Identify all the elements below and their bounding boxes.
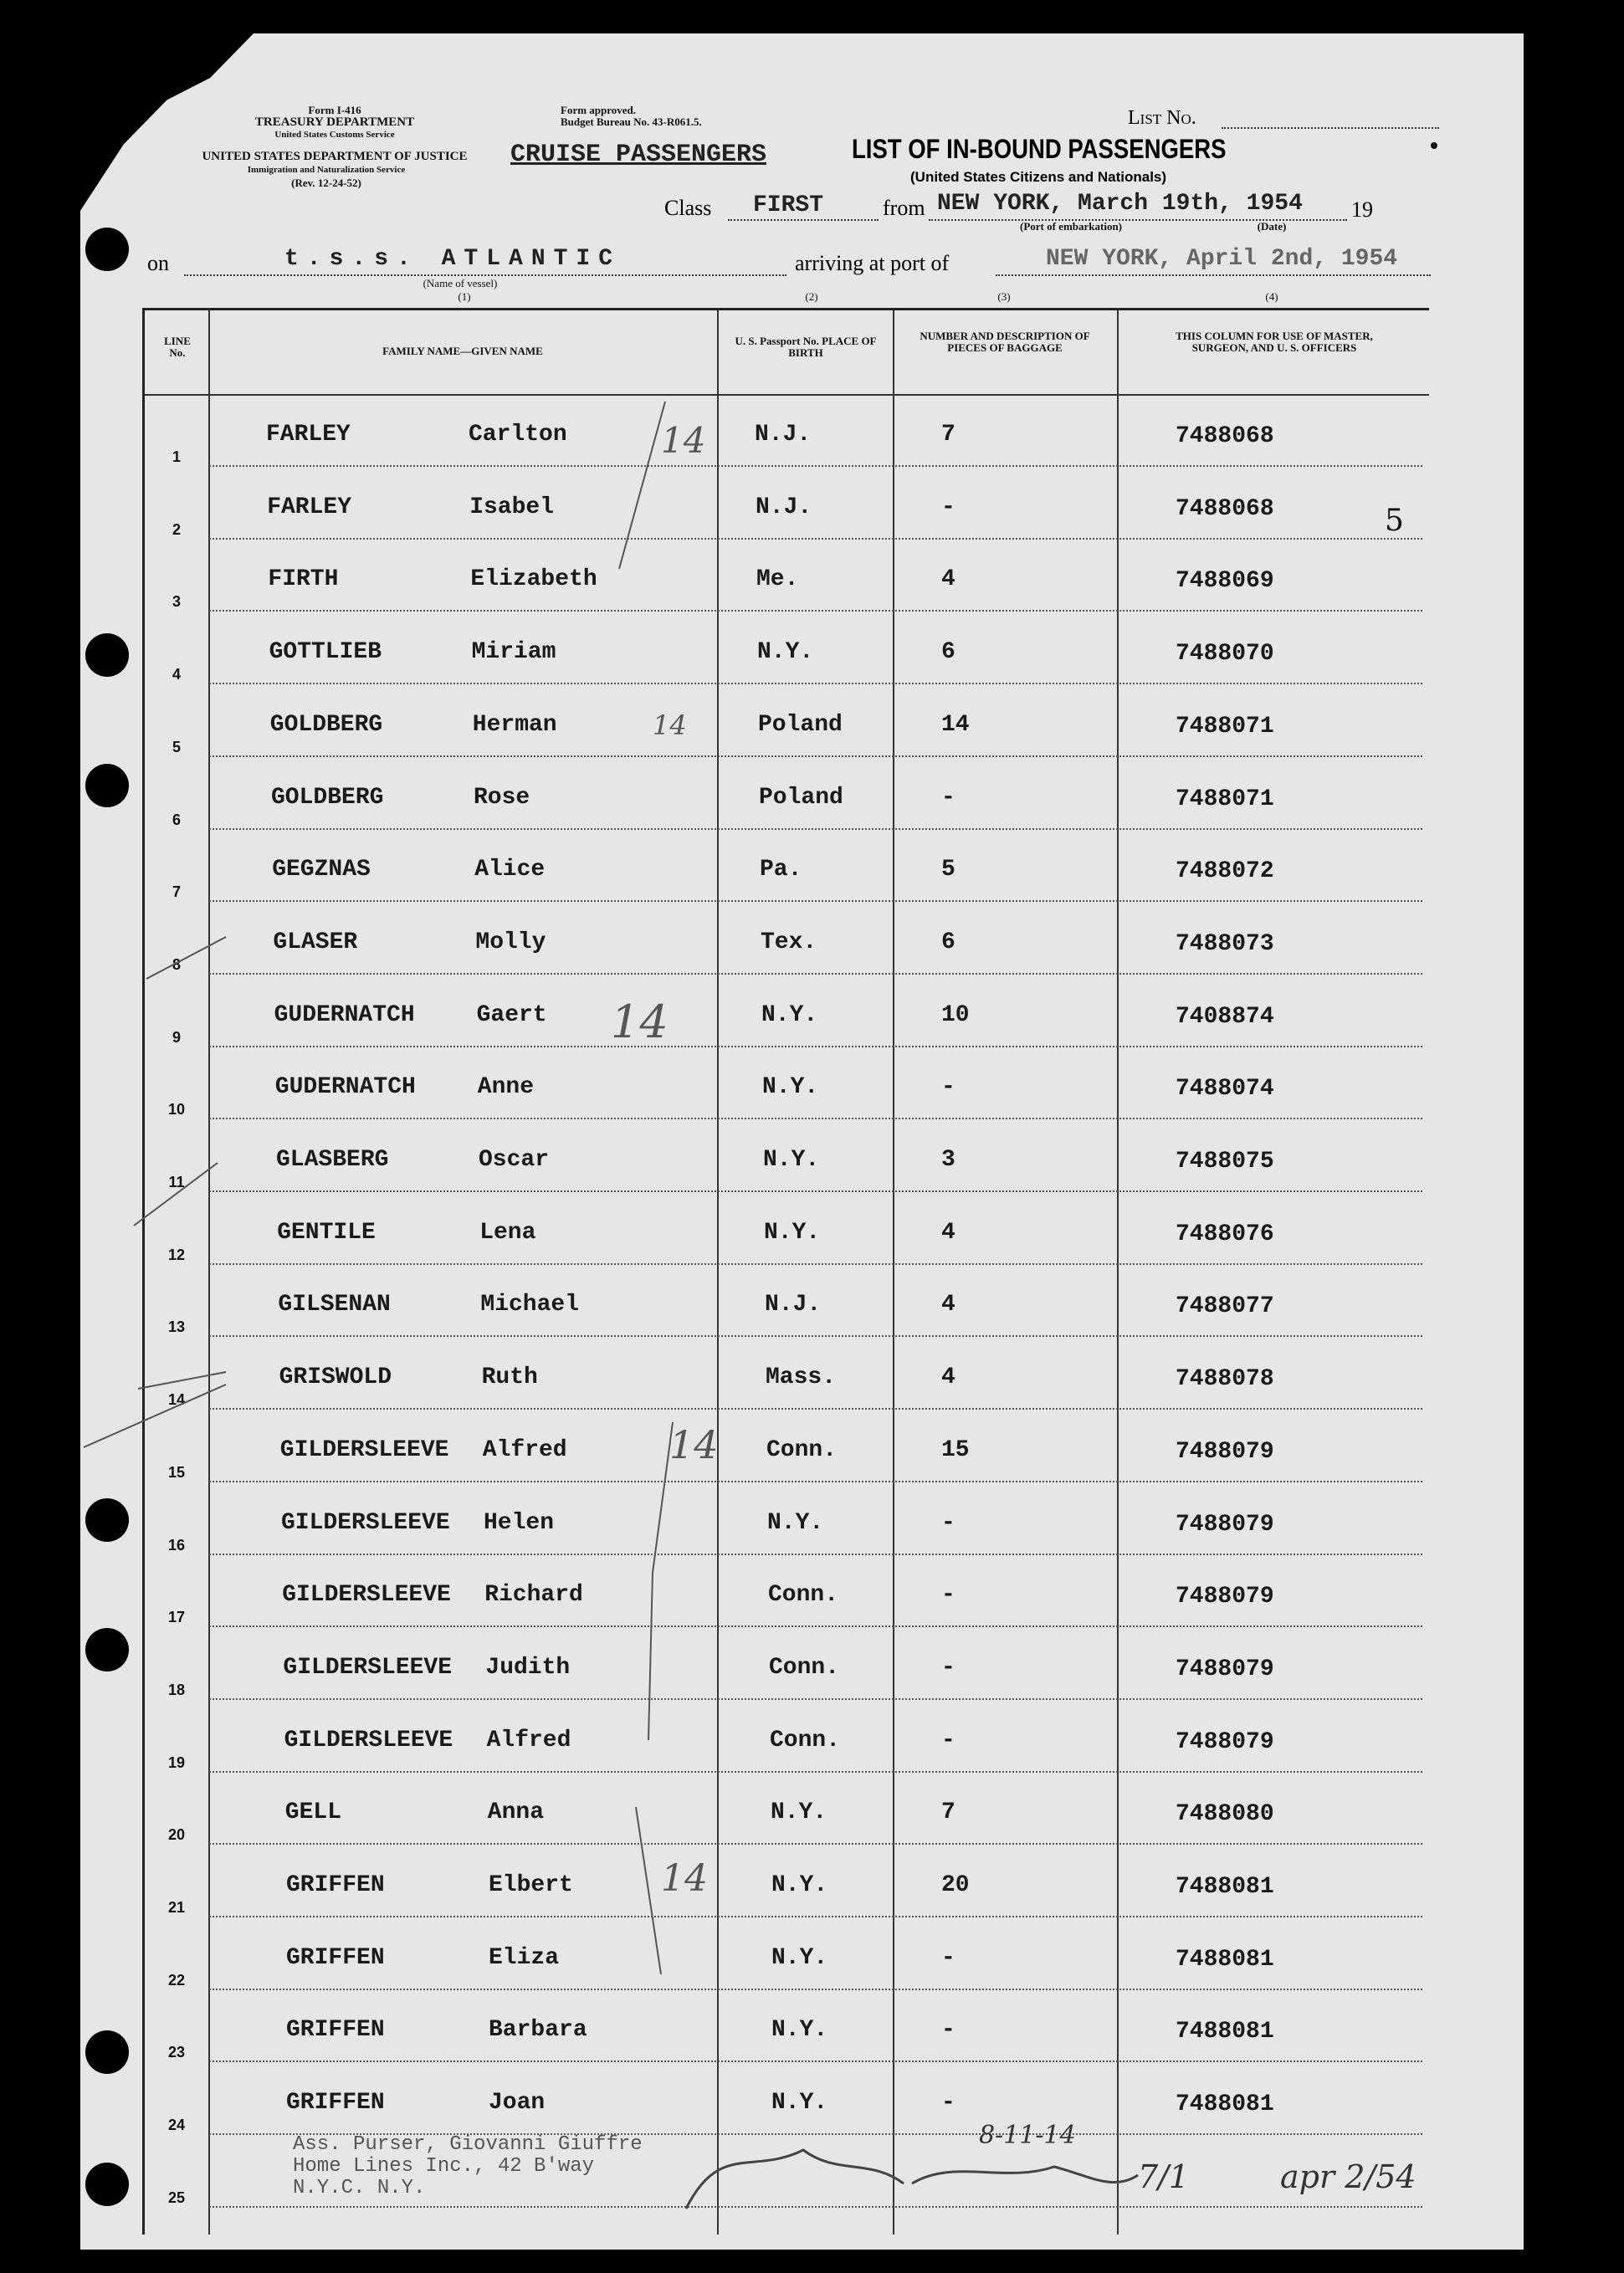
city-line: N.Y.C. N.Y.: [293, 2177, 426, 2199]
header-passport: U. S. Passport No. PLACE OF BIRTH: [735, 335, 877, 359]
budget-label: Budget Bureau No. 43-R061.5.: [561, 115, 702, 128]
officer-number: 7488081: [1176, 2019, 1274, 2045]
pencil-mark-row21: 14: [661, 1857, 708, 1900]
given-name: Richard: [484, 1582, 583, 1609]
baggage-count: 4: [941, 1219, 955, 1246]
header-line-no: LINE No.: [164, 335, 191, 359]
line-number: 18: [167, 1681, 186, 1698]
customs-label: United States Customs Service: [274, 130, 395, 140]
line-number: 17: [167, 1609, 186, 1626]
family-name: GUDERNATCH: [274, 1001, 415, 1028]
punch-hole: [85, 633, 129, 677]
line-number: 22: [167, 1971, 186, 1989]
place-of-birth: Conn.: [766, 1436, 838, 1463]
row-rule: [209, 755, 1422, 757]
punch-hole: [85, 1628, 129, 1671]
given-name: Alfred: [486, 1727, 571, 1753]
line-number: 14: [167, 1391, 186, 1409]
baggage-count: 4: [941, 1292, 955, 1318]
row-rule: [209, 1771, 1422, 1773]
family-name: GILDERSLEEVE: [284, 1727, 453, 1753]
col-num-2: (2): [805, 290, 818, 303]
baggage-count: 7: [941, 1799, 955, 1826]
year-suffix: 19: [1351, 197, 1373, 222]
place-of-birth: Tex.: [761, 929, 817, 955]
family-name: GILSENAN: [278, 1292, 391, 1318]
given-name: Ruth: [481, 1364, 538, 1391]
class-label: Class: [664, 196, 712, 220]
line-number: 20: [167, 1826, 186, 1844]
given-name: Oscar: [479, 1147, 550, 1173]
family-name: FARLEY: [266, 422, 351, 448]
pencil-mark-row9: 14: [611, 996, 669, 1048]
officer-number: 7488081: [1176, 1874, 1274, 1900]
given-name: Molly: [475, 929, 546, 955]
line-number: 1: [172, 448, 181, 465]
officer-number: 7488076: [1176, 1221, 1274, 1247]
arrival-value: NEW YORK, April 2nd, 1954: [1046, 246, 1398, 272]
officer-number: 7408874: [1176, 1003, 1274, 1030]
line-number: 2: [172, 520, 181, 538]
place-of-birth: N.Y.: [771, 1872, 828, 1898]
line-number: 24: [167, 2117, 186, 2134]
approved-label: Form approved.: [561, 104, 637, 116]
officer-number: 7488081: [1176, 1946, 1274, 1973]
row-rule: [209, 900, 1422, 902]
officer-number: 7488071: [1176, 786, 1274, 812]
row-rule: [209, 828, 1422, 830]
family-name: GENTILE: [277, 1219, 376, 1246]
punch-hole: [85, 2030, 129, 2074]
officer-number: 7488068: [1176, 495, 1274, 522]
family-name: GEGZNAS: [272, 857, 371, 883]
place-of-birth: N.J.: [765, 1292, 822, 1318]
punch-hole: [85, 1498, 129, 1542]
officer-number: 7488079: [1176, 1728, 1274, 1755]
given-name: Alfred: [482, 1436, 567, 1463]
class-value: FIRST: [753, 192, 824, 218]
row-rule: [209, 1481, 1422, 1482]
port-embarkation-caption: (Port of embarkation): [1019, 220, 1123, 233]
row-rule: [209, 1118, 1422, 1119]
officer-number: 7488072: [1176, 858, 1274, 885]
rev-label: (Rev. 12-24-52): [291, 177, 361, 189]
row-rule: [209, 973, 1422, 975]
row-rule: [209, 1698, 1422, 1700]
place-of-birth: N.Y.: [771, 1944, 828, 1971]
given-name: Barbara: [489, 2017, 587, 2044]
given-name: Miriam: [471, 639, 556, 666]
row-rule: [209, 538, 1422, 540]
on-label: on: [147, 251, 169, 275]
dot-mark: [1431, 142, 1437, 149]
col-num-3: (3): [997, 290, 1011, 303]
given-name: Helen: [484, 1509, 555, 1536]
row-rule: [209, 1989, 1422, 1990]
row-rule: [209, 1916, 1422, 1917]
place-of-birth: Me.: [756, 566, 799, 593]
baggage-count: -: [941, 1944, 955, 1971]
row-rule: [209, 2206, 1422, 2208]
row-rule: [209, 683, 1422, 684]
given-name: Carlton: [469, 422, 567, 448]
baggage-count: -: [941, 2090, 955, 2117]
handwritten-date: 8-11-14: [979, 2121, 1076, 2150]
place-of-birth: Poland: [759, 784, 843, 811]
line-number: 4: [172, 666, 181, 683]
family-name: GRIFFEN: [286, 1872, 385, 1898]
given-name: Alice: [474, 857, 546, 883]
family-name: GELL: [284, 1799, 342, 1826]
date-caption: (Date): [1257, 220, 1287, 233]
purser-line: Ass. Purser, Giovanni Giuffre: [293, 2133, 643, 2156]
place-of-birth: Conn.: [769, 1654, 840, 1681]
baggage-count: -: [941, 1074, 955, 1101]
family-name: GRISWOLD: [279, 1364, 392, 1391]
line-number: 9: [172, 1028, 181, 1046]
place-of-birth: N.Y.: [764, 1219, 821, 1246]
handwritten-71: 7/1: [1138, 2158, 1190, 2195]
officer-number: 7488069: [1176, 568, 1274, 595]
place-of-birth: N.Y.: [771, 2017, 828, 2044]
row-rule: [209, 1843, 1422, 1845]
place-of-birth: N.Y.: [767, 1509, 824, 1536]
list-no-line: [1222, 127, 1439, 129]
line-number: 5: [172, 738, 181, 755]
from-label: from: [883, 196, 925, 220]
baggage-count: 3: [941, 1147, 955, 1173]
justice-label: UNITED STATES DEPARTMENT OF JUSTICE: [202, 150, 468, 163]
officer-number: 7488073: [1176, 930, 1274, 957]
place-of-birth: N.Y.: [761, 1001, 818, 1028]
baggage-count: 7: [941, 422, 955, 448]
line-number: 8: [172, 955, 181, 973]
header-name: FAMILY NAME—GIVEN NAME: [382, 345, 543, 357]
place-of-birth: N.Y.: [771, 2090, 828, 2117]
line-number: 11: [168, 1174, 185, 1190]
line-number: 10: [167, 1101, 186, 1119]
row-rule: [209, 610, 1422, 612]
baggage-count: -: [941, 1582, 955, 1609]
ins-label: Immigration and Naturalization Service: [247, 165, 406, 175]
place-of-birth: N.Y.: [771, 1799, 827, 1826]
punch-hole: [85, 2163, 129, 2206]
officer-number: 7488075: [1176, 1149, 1274, 1175]
line-number: 19: [167, 1753, 186, 1771]
cruise-stamp: CRUISE PASSENGERS: [510, 141, 767, 169]
col-divider: [208, 310, 210, 2235]
list-title: LIST OF IN-BOUND PASSENGERS: [852, 134, 1227, 164]
row-rule: [209, 1335, 1422, 1337]
header-officers: THIS COLUMN FOR USE OF MASTER, SURGEON, AND U. S. OFFICERS: [1176, 330, 1373, 354]
header-rule: [145, 394, 1429, 396]
given-name: Gaert: [476, 1001, 547, 1028]
line-number: 23: [167, 2044, 186, 2061]
given-name: Elizabeth: [470, 566, 597, 593]
family-name: GLASER: [273, 929, 358, 955]
place-of-birth: Pa.: [760, 857, 802, 883]
col-divider: [717, 310, 719, 2235]
baggage-count: 14: [941, 711, 970, 738]
family-name: GRIFFEN: [286, 2090, 385, 2117]
line-number: 25: [167, 2189, 186, 2206]
baggage-count: -: [941, 1654, 955, 1681]
baggage-count: -: [941, 1509, 955, 1536]
baggage-count: 4: [941, 566, 955, 593]
line-number: 12: [167, 1246, 186, 1263]
margin-mark: 5: [1385, 504, 1404, 538]
baggage-count: 5: [941, 857, 955, 883]
treasury-label: TREASURY DEPARTMENT: [254, 115, 415, 129]
officer-number: 7488068: [1176, 423, 1274, 449]
row-rule: [209, 1046, 1422, 1047]
col-divider: [893, 310, 894, 2235]
family-name: GILDERSLEEVE: [283, 1654, 453, 1681]
place-of-birth: N.Y.: [763, 1147, 820, 1173]
officer-number: 7488081: [1176, 2091, 1274, 2118]
row-rule: [209, 1554, 1422, 1555]
list-no-label: List No.: [1128, 107, 1196, 129]
family-name: GILDERSLEEVE: [279, 1436, 449, 1463]
line-number: 13: [167, 1318, 186, 1336]
vessel-name: t.s.s. ATLANTIC: [284, 246, 622, 272]
family-name: GOLDBERG: [269, 711, 383, 738]
given-name: Anne: [477, 1074, 535, 1101]
officer-number: 7488079: [1176, 1656, 1274, 1682]
officer-number: 7488079: [1176, 1584, 1274, 1610]
officer-number: 7488074: [1176, 1076, 1274, 1103]
given-name: Elbert: [489, 1872, 573, 1898]
line-number: 7: [172, 883, 181, 901]
baggage-count: -: [941, 494, 955, 520]
pencil-mark-row5: 14: [653, 709, 687, 741]
line-number: 15: [167, 1463, 186, 1481]
vessel-line: [184, 274, 786, 276]
arrival-line: [996, 274, 1431, 276]
row-rule: [209, 1625, 1422, 1627]
officer-number: 7488070: [1176, 641, 1274, 668]
row-rule: [209, 1408, 1422, 1410]
given-name: Isabel: [469, 494, 555, 520]
baggage-count: -: [941, 784, 955, 811]
officer-number: 7488078: [1176, 1366, 1274, 1393]
header-baggage: NUMBER AND DESCRIPTION OF PIECES OF BAGGAGE: [920, 330, 1090, 354]
row-rule: [209, 1190, 1422, 1192]
given-name: Judith: [485, 1654, 571, 1681]
baggage-count: 4: [941, 1364, 955, 1391]
family-name: FARLEY: [267, 494, 352, 520]
line-number: 6: [172, 811, 181, 828]
row-rule: [209, 2061, 1422, 2062]
family-name: GILDERSLEEVE: [281, 1509, 450, 1536]
line-number: 16: [167, 1536, 186, 1554]
family-name: GILDERSLEEVE: [282, 1582, 451, 1609]
line-number: 21: [167, 1899, 186, 1916]
company-line: Home Lines Inc., 42 B'way: [293, 2155, 595, 2178]
col-divider: [1117, 310, 1119, 2235]
handwritten-apr: apr 2/54: [1280, 2158, 1417, 2195]
family-name: FIRTH: [268, 566, 339, 593]
given-name: Rose: [474, 784, 530, 811]
row-rule: [209, 465, 1422, 467]
given-name: Joan: [489, 2090, 546, 2117]
place-of-birth: N.Y.: [762, 1074, 819, 1101]
place-of-birth: N.J.: [755, 422, 812, 448]
vessel-caption: (Name of vessel): [423, 277, 498, 289]
place-of-birth: Poland: [758, 711, 843, 738]
given-name: Herman: [472, 711, 557, 738]
officer-number: 7488077: [1176, 1293, 1274, 1320]
officer-number: 7488080: [1176, 1801, 1274, 1828]
baggage-count: 10: [941, 1001, 970, 1028]
arriving-label: arriving at port of: [795, 251, 950, 275]
baggage-count: 20: [941, 1872, 970, 1898]
baggage-count: 6: [941, 929, 955, 955]
form-number: Form I-416: [308, 104, 361, 116]
family-name: GLASBERG: [276, 1147, 389, 1173]
family-name: GOTTLIEB: [269, 639, 382, 666]
place-of-birth: N.Y.: [757, 639, 814, 666]
family-name: GUDERNATCH: [274, 1074, 416, 1101]
given-name: Eliza: [489, 1944, 560, 1971]
pencil-mark-row15: 14: [669, 1422, 719, 1467]
officer-number: 7488079: [1176, 1511, 1274, 1538]
pencil-mark-row1: 14: [661, 420, 706, 461]
punch-hole: [85, 228, 129, 271]
class-line: [728, 219, 879, 221]
baggage-count: 15: [941, 1436, 970, 1463]
family-name: GRIFFEN: [286, 1944, 385, 1971]
family-name: GOLDBERG: [271, 784, 384, 811]
baggage-count: -: [941, 2017, 955, 2044]
row-rule: [209, 1263, 1422, 1265]
place-of-birth: Conn.: [768, 1582, 839, 1609]
baggage-count: -: [941, 1727, 955, 1753]
from-value: NEW YORK, March 19th, 1954: [937, 191, 1303, 217]
given-name: Anna: [487, 1799, 545, 1826]
officer-number: 7488071: [1176, 713, 1274, 740]
officer-number: 7488079: [1176, 1438, 1274, 1465]
punch-hole: [85, 764, 129, 807]
col-num-1: (1): [458, 290, 471, 303]
place-of-birth: Conn.: [770, 1727, 841, 1753]
given-name: Michael: [480, 1292, 580, 1318]
baggage-count: 6: [941, 639, 955, 666]
given-name: Lena: [479, 1219, 536, 1246]
list-subtitle: (United States Citizens and Nationals): [910, 169, 1167, 185]
family-name: GRIFFEN: [286, 2017, 385, 2044]
place-of-birth: N.J.: [756, 494, 812, 520]
line-number: 3: [172, 593, 181, 611]
col-num-4: (4): [1265, 290, 1278, 303]
place-of-birth: Mass.: [766, 1364, 837, 1391]
